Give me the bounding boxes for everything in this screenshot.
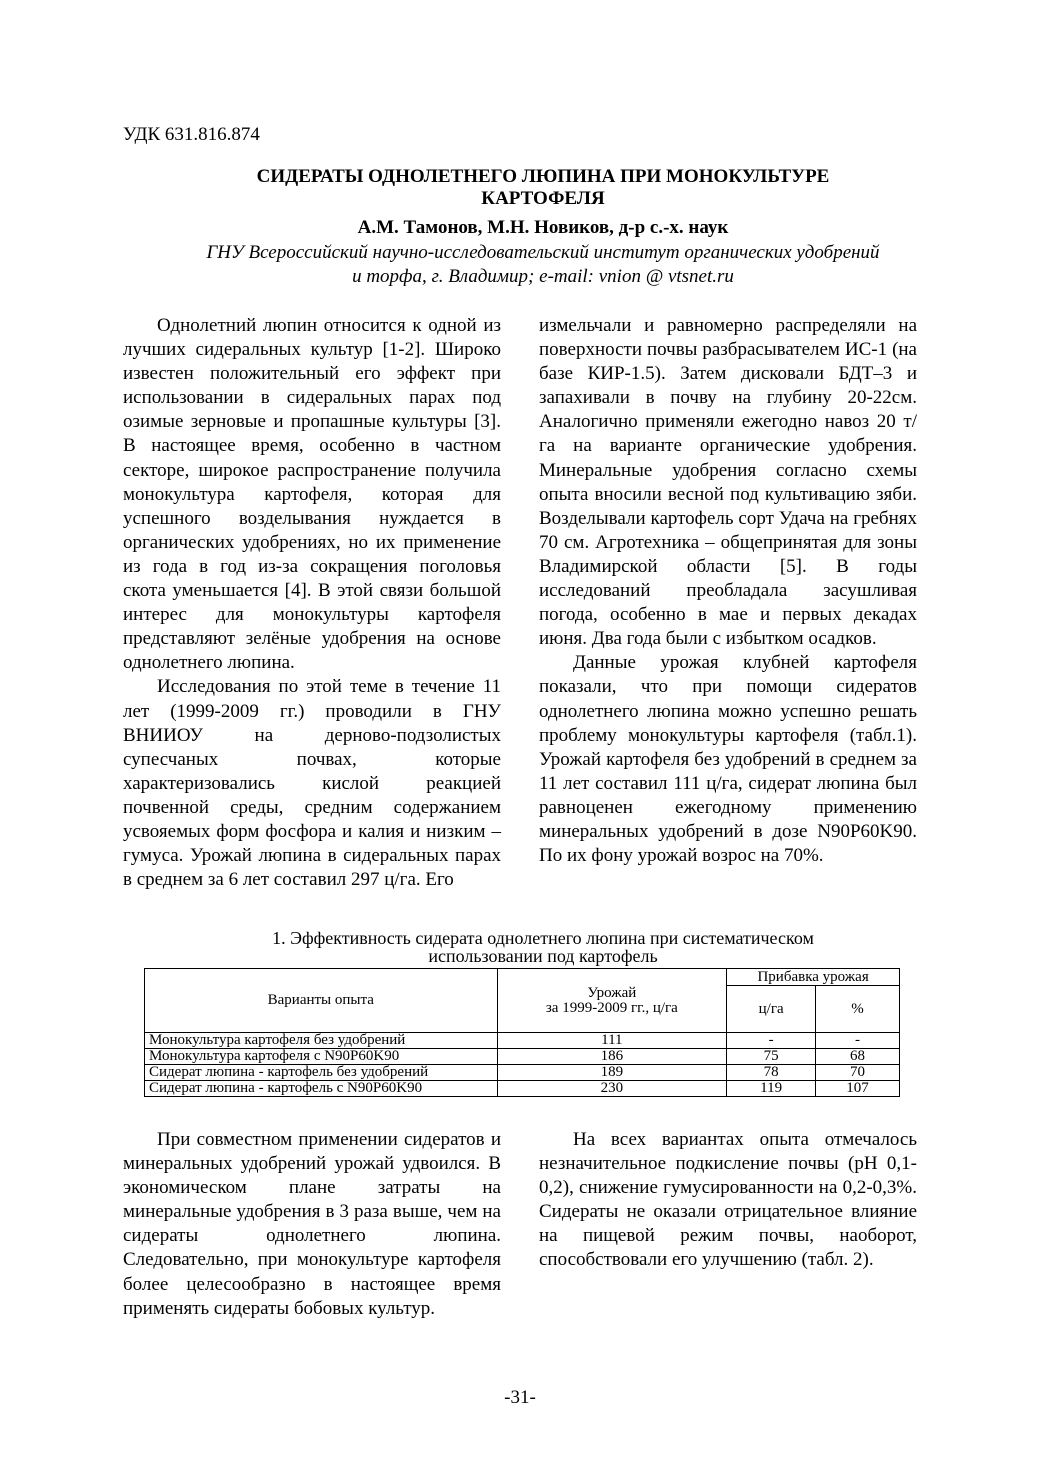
cell-yield: 186 bbox=[497, 1049, 727, 1065]
header-yield bbox=[497, 969, 727, 1033]
table-caption-line-1: 1. Эффективность сидерата однолетнего люпина при систематическом bbox=[272, 928, 814, 948]
results-table bbox=[144, 968, 900, 1097]
cell-increase: 78 bbox=[727, 1065, 816, 1081]
header-yield-line-1: Урожай bbox=[587, 984, 637, 1001]
cell-increase: 75 bbox=[727, 1049, 816, 1065]
affiliation-line-2: и торфа, г. Владимир; e-mail: vnion @ vtsnet.ru bbox=[352, 266, 734, 287]
bottom-left-column bbox=[123, 1128, 501, 1321]
article-title bbox=[123, 166, 963, 210]
cell-yield: 230 bbox=[497, 1081, 727, 1097]
header-increase: Прибавка урожая bbox=[727, 969, 900, 986]
title-line-2: КАРТОФЕЛЯ bbox=[481, 188, 605, 209]
cell-increase: 119 bbox=[727, 1081, 816, 1097]
paragraph: При совместном применении сидератов и минеральных удобрений урожай удвоился. В экономическом плане затраты на минеральные удобрения в 3 раза выше, чем на сидераты однолетнего люпина. Следовательно, при монокультуре картофеля более целесообразно в настоящее время применять сидераты бобовых культур. bbox=[123, 1129, 501, 1319]
cell-pct: 70 bbox=[816, 1065, 900, 1081]
header-yield-line-2: за 1999-2009 гг., ц/га bbox=[545, 999, 678, 1016]
right-column bbox=[539, 314, 917, 868]
table-row bbox=[145, 1033, 900, 1049]
udk-code: УДК 631.816.874 bbox=[123, 124, 260, 145]
table-caption-line-2: использовании под картофель bbox=[428, 946, 658, 966]
paragraph: На всех вариантах опыта отмечалось незначительное подкисление почвы (pH 0,1-0,2), снижение гумусированности на 0,2-0,3%. Сидераты не оказали отрицательное влияние на пищевой режим почвы, наоборот, способствовали его улучшению (табл. 2). bbox=[539, 1129, 917, 1271]
table-row bbox=[145, 1081, 900, 1097]
cell-variant: Сидерат люпина - картофель с N90P60K90 bbox=[145, 1081, 498, 1097]
header-pct: % bbox=[816, 986, 900, 1033]
cell-variant: Сидерат люпина - картофель без удобрений bbox=[145, 1065, 498, 1081]
cell-pct: - bbox=[816, 1033, 900, 1049]
table-row bbox=[145, 1049, 900, 1065]
cell-variant: Монокультура картофеля с N90P60K90 bbox=[145, 1049, 498, 1065]
table-row bbox=[145, 1065, 900, 1081]
paragraph: Данные урожая клубней картофеля показали, что при помощи сидератов однолетнего люпина можно успешно решать проблему монокультуры картофеля (табл.1). Урожай картофеля без удобрений в среднем за 11 лет составил 111 ц/га, сидерат люпина был равноценен ежегодному применению минеральных удобрений в дозе N90P60K90. По их фону урожай возрос на 70%. bbox=[539, 652, 917, 867]
cell-yield: 189 bbox=[497, 1065, 727, 1081]
header-cga: ц/га bbox=[727, 986, 816, 1033]
page-number: -31- bbox=[504, 1387, 536, 1408]
title-line-1: СИДЕРАТЫ ОДНОЛЕТНЕГО ЛЮПИНА ПРИ МОНОКУЛЬТУРЕ bbox=[256, 166, 830, 187]
cell-variant: Монокультура картофеля без удобрений bbox=[145, 1033, 498, 1049]
cell-yield: 111 bbox=[497, 1033, 727, 1049]
paragraph: Исследования по этой теме в течение 11 лет (1999-2009 гг.) проводили в ГНУ ВНИИОУ на дерново-подзолистых супесчаных почвах, которые характеризовались кислой реакцией почвенной среды, средним содержанием усвояемых форм фосфора и калия и низким – гумуса. Урожай люпина в сидеральных парах в среднем за 6 лет составил 297 ц/га. Его bbox=[123, 676, 501, 891]
authors: А.М. Тамонов, М.Н. Новиков, д-р с.-х. наук bbox=[357, 217, 729, 238]
paragraph: измельчали и равномерно распределяли на поверхности почвы разбрасывателем ИС-1 (на базе КИР-1.5). Затем дисковали БДТ–3 и запахивали в почву на глубину 20-22см. Аналогично применяли ежегодно навоз 20 т/га на варианте органические удобрения. Минеральные удобрения согласно схемы опыта вносили весной под культивацию зяби. Возделывали картофель сорт Удача на гребнях 70 см. Агротехника – общепринятая для зоны Владимирской области [5]. В годы исследований преобладала засушливая погода, особенно в мае и первых декадах июня. Два года были с избытком осадков. bbox=[539, 315, 917, 650]
table-caption bbox=[123, 929, 963, 965]
cell-pct: 68 bbox=[816, 1049, 900, 1065]
cell-pct: 107 bbox=[816, 1081, 900, 1097]
left-column bbox=[123, 314, 501, 892]
affiliation-line-1: ГНУ Всероссийский научно-исследовательский институт органических удобрений bbox=[206, 242, 880, 263]
affiliation bbox=[123, 241, 963, 289]
bottom-right-column bbox=[539, 1128, 917, 1273]
cell-increase: - bbox=[727, 1033, 816, 1049]
paragraph: Однолетний люпин относится к одной из лучших сидеральных культур [1-2]. Широко известен положительный его эффект при использовании в сидеральных парах под озимые зерновые и пропашные культуры [3]. В настоящее время, особенно в частном секторе, широкое распространение получила монокультура картофеля, которая для успешного возделывания нуждается в органических удобрениях, но их применение из года в год из-за сокращения поголовья скота уменьшается [4]. В этой связи большой интерес для монокультуры картофеля представляют зелёные удобрения на основе однолетнего люпина. bbox=[123, 315, 501, 674]
header-variants: Варианты опыта bbox=[145, 969, 498, 1033]
